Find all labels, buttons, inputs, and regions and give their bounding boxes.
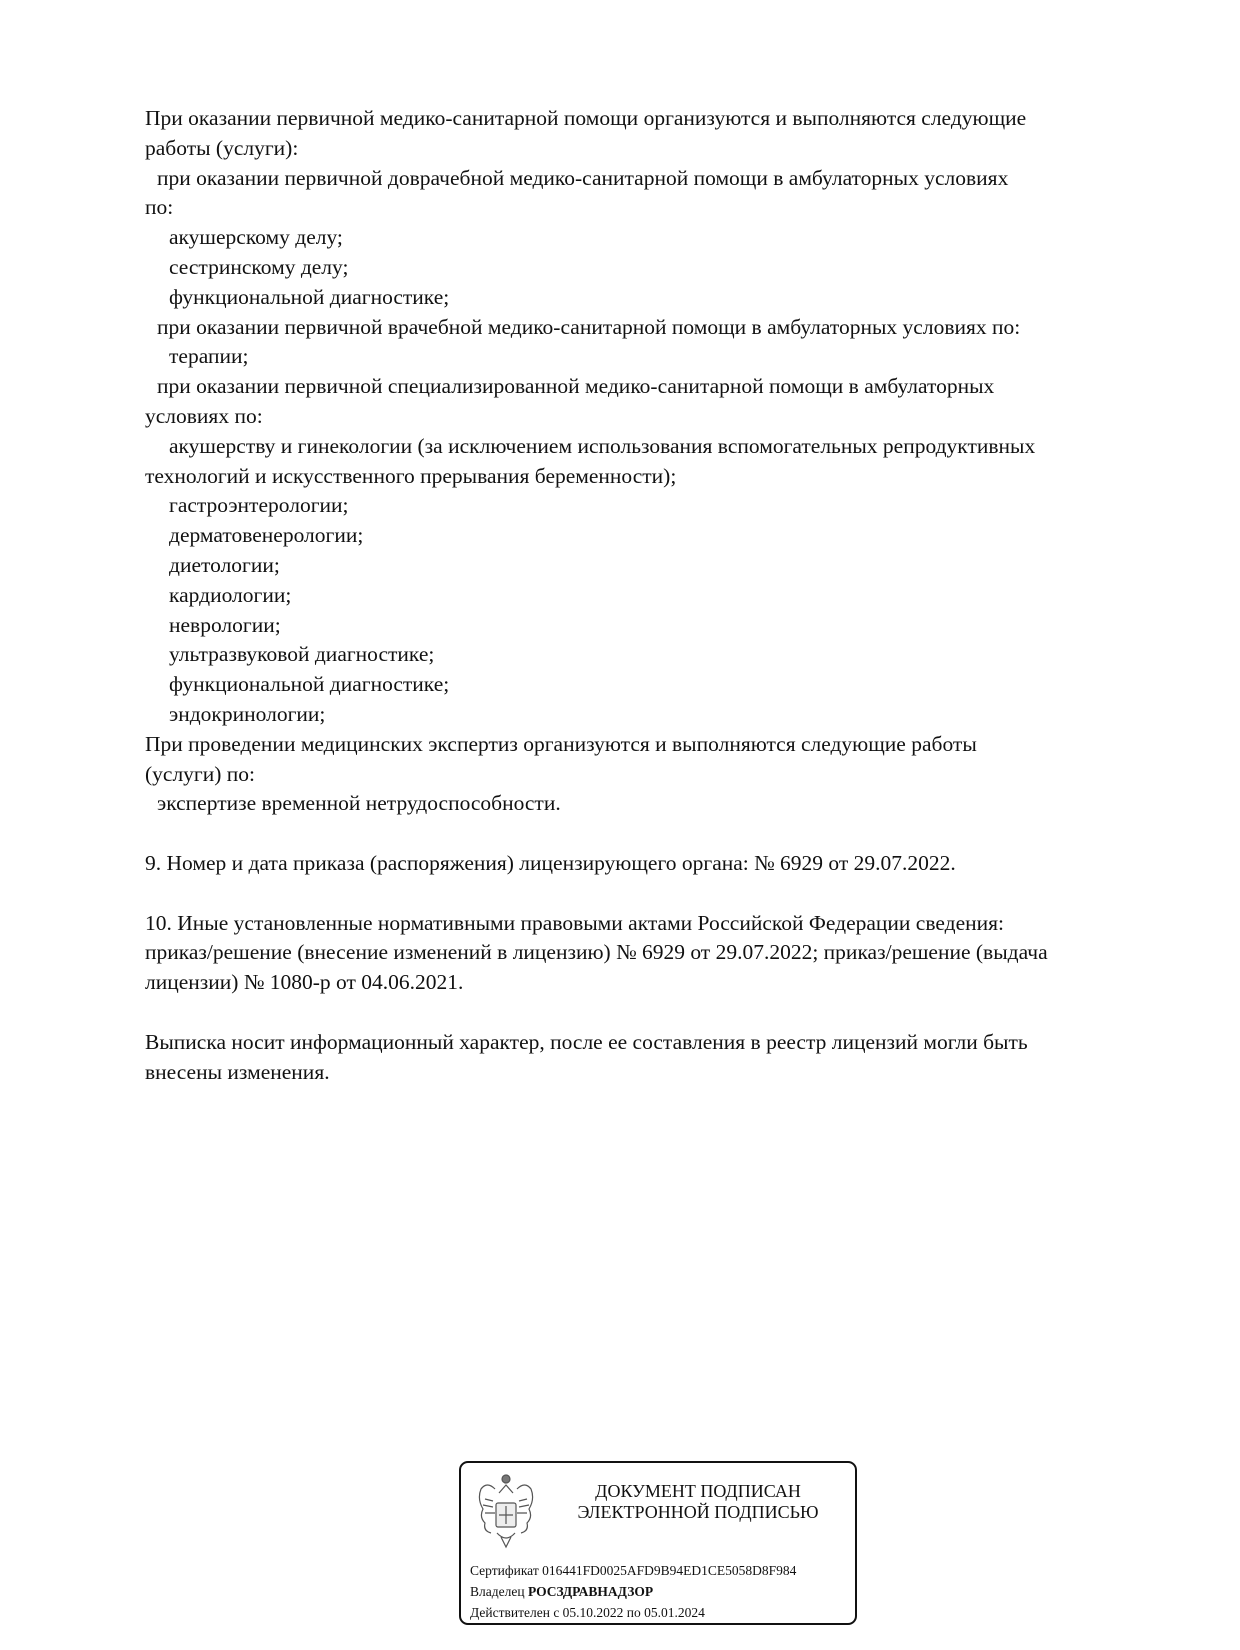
text-line: терапии; (169, 344, 249, 369)
text-line: по: (145, 195, 174, 220)
text-line: при оказании первичной доврачебной медико-санитарной помощи в амбулаторных условиях (157, 165, 1009, 190)
owner-label: Владелец (470, 1584, 525, 1599)
electronic-signature-stamp (459, 1461, 857, 1625)
text-line: эндокринологии; (169, 701, 326, 726)
text-line: технологий и искусственного прерывания беременности); (145, 463, 677, 488)
text-line: При оказании первичной медико-санитарной помощи организуются и выполняются следующие (145, 106, 1027, 130)
certificate-value: 016441FD0025AFD9B94ED1CE5058D8F984 (542, 1563, 797, 1578)
text-line: неврологии; (169, 612, 281, 637)
owner-value: РОСЗДРАВНАДЗОР (527, 1584, 654, 1599)
services-list (145, 104, 1175, 819)
text-line: диетологии; (169, 552, 280, 577)
section-10-line-3: лицензии) № 1080-р от 04.06.2021. (145, 970, 464, 995)
stamp-details (470, 1560, 796, 1623)
text-line: работы (услуги): (145, 135, 299, 160)
text-line: дерматовенерологии; (169, 523, 364, 548)
stamp-title-line-1: ДОКУМЕНТ ПОДПИСАН (595, 1481, 801, 1501)
disclaimer-line-1: Выписка носит информационный характер, после ее составления в реестр лицензий могли быть (145, 1029, 1028, 1054)
certificate-row (470, 1560, 796, 1581)
text-line: экспертизе временной нетрудоспособности. (157, 791, 561, 816)
text-line: условиях по: (145, 403, 263, 428)
section-10-line-1: 10. Иные установленные нормативными правовыми актами Российской Федерации сведения: (145, 910, 1004, 935)
text-line: (услуги) по: (145, 761, 256, 786)
text-line: кардиологии; (169, 582, 292, 607)
section-9-order-number: 9. Номер и дата приказа (распоряжения) лицензирующего органа: № 6929 от 29.07.2022. (145, 850, 956, 875)
text-line: ультразвуковой диагностике; (169, 642, 435, 667)
disclaimer-line-2: внесены изменения. (145, 1059, 330, 1084)
stamp-title-line-2: ЭЛЕКТРОННОЙ ПОДПИСЬЮ (577, 1502, 819, 1522)
double-headed-eagle-emblem-icon (473, 1471, 539, 1551)
certificate-label: Сертификат (470, 1563, 539, 1578)
validity-row (470, 1602, 796, 1623)
validity-value: с 05.10.2022 по 05.01.2024 (553, 1605, 705, 1620)
text-line: гастроэнтерологии; (169, 493, 349, 518)
text-line: при оказании первичной врачебной медико-санитарной помощи в амбулаторных условиях по: (157, 314, 1021, 339)
validity-label: Действителен (470, 1605, 550, 1620)
stamp-title (553, 1481, 843, 1523)
text-line: акушерскому делу; (169, 225, 343, 250)
text-line: функциональной диагностике; (169, 284, 450, 309)
text-line: сестринскому делу; (169, 254, 349, 279)
text-line: акушерству и гинекологии (за исключением использования вспомогательных репродуктивных (169, 433, 1036, 458)
text-line: При проведении медицинских экспертиз организуются и выполняются следующие работы (145, 731, 977, 756)
section-10-line-2: приказ/решение (внесение изменений в лицензию) № 6929 от 29.07.2022; приказ/решение (выдача (145, 940, 1048, 965)
text-line: при оказании первичной специализированной медико-санитарной помощи в амбулаторных (157, 374, 995, 399)
document-body (145, 104, 1175, 1087)
text-line: функциональной диагностике; (169, 672, 450, 697)
owner-row (470, 1581, 796, 1602)
